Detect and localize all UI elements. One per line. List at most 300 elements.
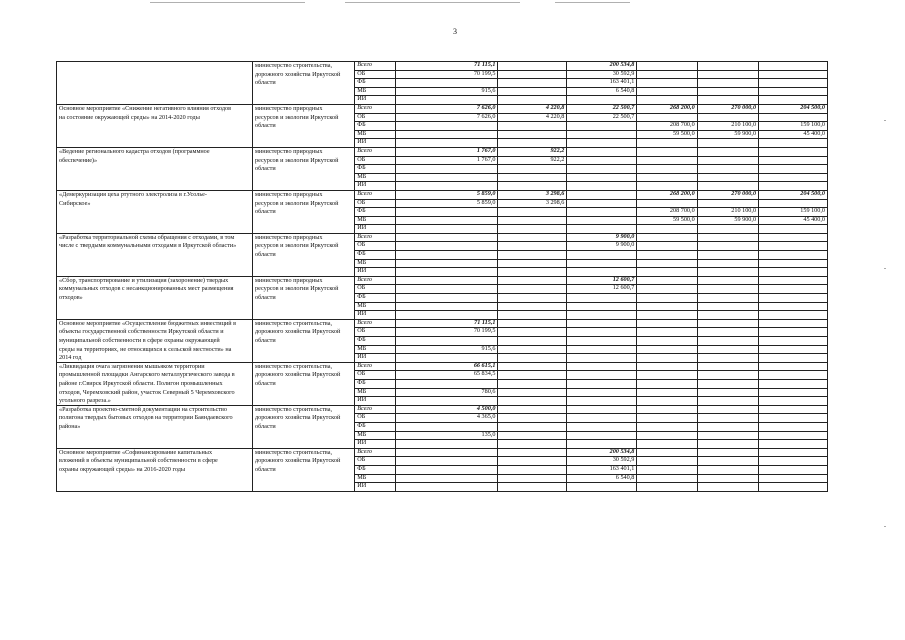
value-2019-cell xyxy=(759,483,828,492)
value-2019-cell xyxy=(759,422,828,431)
value-2017-cell: 268 200,0 xyxy=(637,190,697,199)
table-row xyxy=(57,440,828,449)
value-2016-cell: 22 500,7 xyxy=(567,113,637,122)
value-2017-cell xyxy=(637,328,697,337)
measure-description: «Демеркуризация цеха ртутного электролиза в г.Усолье-Сибирское» xyxy=(59,190,207,207)
table-row xyxy=(57,208,828,217)
value-2017-cell xyxy=(637,165,697,174)
source-cell: МБ xyxy=(355,345,396,354)
value-2015-cell xyxy=(498,457,567,466)
table-row xyxy=(57,147,828,156)
value-2016-cell xyxy=(567,397,637,406)
value-2015-cell xyxy=(498,96,567,105)
source-cell: Всего xyxy=(355,147,396,156)
value-2014-cell: 915,6 xyxy=(396,87,498,96)
value-2015-cell xyxy=(498,414,567,423)
measure-name-cell xyxy=(57,96,253,105)
value-2014-cell xyxy=(396,422,498,431)
value-2015-cell xyxy=(498,276,567,285)
value-2018-cell xyxy=(697,79,758,88)
value-2017-cell xyxy=(637,79,697,88)
source-cell: ИИ xyxy=(355,397,396,406)
value-2015-cell xyxy=(498,242,567,251)
executor-cell xyxy=(252,448,354,473)
value-2015-cell xyxy=(498,70,567,79)
executor-cell xyxy=(252,345,354,354)
source-cell: ОБ xyxy=(355,414,396,423)
value-2014-cell xyxy=(396,268,498,277)
value-2015-cell: 922,2 xyxy=(498,156,567,165)
value-2015-cell xyxy=(498,405,567,414)
executor-name: министерство природных ресурсов и экологии Иркутской области xyxy=(254,147,339,173)
value-2018-cell xyxy=(697,233,758,242)
value-2016-cell: 30 592,9 xyxy=(567,70,637,79)
executor-cell xyxy=(252,216,354,225)
executor-name: министерство строительства, дорожного хозяйства Иркутской области xyxy=(254,362,341,387)
value-2018-cell xyxy=(697,448,758,457)
value-2018-cell xyxy=(697,483,758,492)
value-2016-cell xyxy=(567,147,637,156)
source-cell: ИИ xyxy=(355,268,396,277)
executor-name: министерство природных ресурсов и экологии Иркутской области xyxy=(254,276,339,302)
executor-name: министерство строительства, дорожного хозяйства Иркутской области xyxy=(254,319,341,344)
value-2015-cell xyxy=(498,328,567,337)
value-2018-cell xyxy=(697,422,758,431)
value-2015-cell xyxy=(498,62,567,71)
value-2016-cell: 6 540,8 xyxy=(567,474,637,483)
value-2016-cell: 9 900,0 xyxy=(567,242,637,251)
value-2014-cell: 915,6 xyxy=(396,345,498,354)
value-2014-cell: 7 626,0 xyxy=(396,104,498,113)
value-2018-cell xyxy=(697,397,758,406)
value-2016-cell: 200 534,8 xyxy=(567,448,637,457)
measure-name-cell xyxy=(57,173,253,182)
value-2016-cell xyxy=(567,225,637,234)
value-2015-cell: 922,2 xyxy=(498,147,567,156)
value-2018-cell: 270 000,0 xyxy=(697,190,758,199)
executor-cell xyxy=(252,62,354,87)
source-cell: МБ xyxy=(355,130,396,139)
executor-cell xyxy=(252,354,354,363)
source-cell: Всего xyxy=(355,233,396,242)
value-2019-cell xyxy=(759,139,828,148)
value-2019-cell xyxy=(759,242,828,251)
executor-cell xyxy=(252,139,354,148)
value-2018-cell xyxy=(697,379,758,388)
source-cell: ИИ xyxy=(355,139,396,148)
value-2015-cell xyxy=(498,208,567,217)
value-2019-cell xyxy=(759,302,828,311)
page-number: 3 xyxy=(453,27,457,36)
value-2016-cell: 200 534,8 xyxy=(567,62,637,71)
executor-cell xyxy=(252,276,354,302)
value-2018-cell xyxy=(697,345,758,354)
table-row xyxy=(57,431,828,440)
value-2016-cell xyxy=(567,251,637,260)
value-2015-cell xyxy=(498,440,567,449)
value-2018-cell xyxy=(697,62,758,71)
table-row xyxy=(57,96,828,105)
value-2016-cell xyxy=(567,345,637,354)
value-2017-cell: 208 700,0 xyxy=(637,208,697,217)
table-row xyxy=(57,79,828,88)
scan-speck xyxy=(884,120,886,121)
source-cell: ОБ xyxy=(355,156,396,165)
value-2016-cell xyxy=(567,208,637,217)
source-cell: МБ xyxy=(355,388,396,397)
value-2014-cell xyxy=(396,225,498,234)
source-cell: Всего xyxy=(355,319,396,328)
value-2017-cell xyxy=(637,268,697,277)
value-2014-cell: 70 199,5 xyxy=(396,328,498,337)
value-2018-cell: 210 100,0 xyxy=(697,122,758,131)
measure-name-cell xyxy=(57,268,253,277)
value-2014-cell xyxy=(396,448,498,457)
source-cell: Всего xyxy=(355,448,396,457)
value-2017-cell xyxy=(637,319,697,328)
measure-name-cell xyxy=(57,79,253,88)
source-cell: ОБ xyxy=(355,457,396,466)
table-row xyxy=(57,225,828,234)
value-2017-cell: 208 700,0 xyxy=(637,122,697,131)
measure-name-cell xyxy=(57,104,253,121)
value-2016-cell: 163 401,1 xyxy=(567,465,637,474)
value-2018-cell xyxy=(697,474,758,483)
source-cell: ИИ xyxy=(355,483,396,492)
value-2018-cell xyxy=(697,371,758,380)
value-2016-cell xyxy=(567,362,637,371)
value-2017-cell xyxy=(637,405,697,414)
source-cell: ИИ xyxy=(355,354,396,363)
value-2014-cell: 66 615,1 xyxy=(396,362,498,371)
value-2019-cell xyxy=(759,251,828,260)
executor-cell xyxy=(252,147,354,173)
value-2015-cell xyxy=(498,354,567,363)
value-2018-cell xyxy=(697,328,758,337)
value-2018-cell xyxy=(697,242,758,251)
value-2014-cell xyxy=(396,165,498,174)
value-2014-cell: 71 115,1 xyxy=(396,62,498,71)
value-2017-cell xyxy=(637,233,697,242)
table-row xyxy=(57,62,828,71)
value-2017-cell xyxy=(637,70,697,79)
value-2016-cell xyxy=(567,431,637,440)
executor-cell xyxy=(252,440,354,449)
table-row xyxy=(57,362,828,371)
value-2019-cell xyxy=(759,311,828,320)
value-2014-cell: 71 115,1 xyxy=(396,319,498,328)
executor-name: министерство строительства, дорожного хозяйства Иркутской области xyxy=(254,405,341,430)
executor-cell xyxy=(252,233,354,259)
value-2015-cell xyxy=(498,302,567,311)
value-2019-cell xyxy=(759,259,828,268)
value-2019-cell xyxy=(759,79,828,88)
value-2019-cell xyxy=(759,345,828,354)
value-2016-cell: 30 592,9 xyxy=(567,457,637,466)
measure-name-cell xyxy=(57,70,253,79)
value-2019-cell xyxy=(759,294,828,303)
value-2018-cell: 59 900,0 xyxy=(697,130,758,139)
value-2019-cell xyxy=(759,362,828,371)
value-2017-cell: 268 200,0 xyxy=(637,104,697,113)
value-2017-cell: 59 500,0 xyxy=(637,216,697,225)
measure-description: «Разработка территориальной схемы обращения с отходами, в том числе с твердыми коммунальными отходами в Иркутской области» xyxy=(59,233,237,250)
value-2014-cell: 1 767,0 xyxy=(396,156,498,165)
value-2014-cell xyxy=(396,474,498,483)
value-2017-cell xyxy=(637,371,697,380)
measure-description: Основное мероприятие «Снижение негативного влияния отходов на состояние окружающей среды» на 2014-2020 годы xyxy=(59,104,232,121)
value-2017-cell: 59 500,0 xyxy=(637,130,697,139)
value-2019-cell: 159 100,0 xyxy=(759,208,828,217)
value-2015-cell xyxy=(498,216,567,225)
executor-cell xyxy=(252,268,354,277)
value-2016-cell xyxy=(567,388,637,397)
value-2018-cell: 59 900,0 xyxy=(697,216,758,225)
value-2014-cell xyxy=(396,242,498,251)
value-2019-cell xyxy=(759,87,828,96)
value-2016-cell: 6 540,8 xyxy=(567,87,637,96)
value-2017-cell xyxy=(637,294,697,303)
source-cell: ИИ xyxy=(355,182,396,191)
source-cell: МБ xyxy=(355,173,396,182)
value-2016-cell xyxy=(567,139,637,148)
value-2018-cell xyxy=(697,294,758,303)
value-2018-cell xyxy=(697,362,758,371)
value-2015-cell xyxy=(498,130,567,139)
value-2016-cell: 163 401,1 xyxy=(567,79,637,88)
value-2015-cell xyxy=(498,268,567,277)
value-2019-cell xyxy=(759,147,828,156)
source-cell: ФБ xyxy=(355,251,396,260)
value-2019-cell xyxy=(759,165,828,174)
value-2017-cell xyxy=(637,302,697,311)
executor-cell xyxy=(252,474,354,483)
table-row xyxy=(57,319,828,328)
table-row xyxy=(57,405,828,414)
value-2019-cell xyxy=(759,62,828,71)
value-2015-cell xyxy=(498,319,567,328)
value-2018-cell xyxy=(697,139,758,148)
source-cell: Всего xyxy=(355,405,396,414)
measure-name-cell xyxy=(57,139,253,148)
value-2019-cell xyxy=(759,414,828,423)
value-2015-cell xyxy=(498,79,567,88)
measure-name-cell xyxy=(57,302,253,311)
measure-description: Основное мероприятие «Осуществление бюджетных инвестиций в объекты государственной собственности Иркутской области и муниципальной собственности в сфере охраны окружающей среды на территориях, не относящихся к сельской местности» на 2014 год xyxy=(59,319,236,362)
source-cell: ОБ xyxy=(355,113,396,122)
value-2017-cell xyxy=(637,448,697,457)
measure-name-cell xyxy=(57,182,253,191)
value-2015-cell xyxy=(498,422,567,431)
value-2016-cell xyxy=(567,199,637,208)
value-2019-cell: 204 500,0 xyxy=(759,190,828,199)
source-cell: ОБ xyxy=(355,70,396,79)
value-2019-cell: 159 100,0 xyxy=(759,122,828,131)
value-2014-cell xyxy=(396,302,498,311)
table-row xyxy=(57,276,828,285)
measure-name-cell xyxy=(57,448,253,473)
value-2019-cell: 204 500,0 xyxy=(759,104,828,113)
financing-table xyxy=(56,61,828,492)
value-2017-cell xyxy=(637,440,697,449)
value-2019-cell xyxy=(759,431,828,440)
value-2018-cell xyxy=(697,165,758,174)
value-2014-cell: 1 767,0 xyxy=(396,147,498,156)
value-2017-cell xyxy=(637,139,697,148)
value-2016-cell xyxy=(567,259,637,268)
value-2018-cell xyxy=(697,431,758,440)
source-cell: ФБ xyxy=(355,79,396,88)
source-cell: ФБ xyxy=(355,122,396,131)
value-2015-cell xyxy=(498,87,567,96)
table-row xyxy=(57,70,828,79)
value-2016-cell xyxy=(567,268,637,277)
value-2019-cell xyxy=(759,113,828,122)
executor-cell xyxy=(252,173,354,182)
value-2014-cell: 7 626,0 xyxy=(396,113,498,122)
value-2014-cell xyxy=(396,173,498,182)
value-2019-cell xyxy=(759,268,828,277)
source-cell: ИИ xyxy=(355,225,396,234)
value-2014-cell xyxy=(396,379,498,388)
source-cell: Всего xyxy=(355,190,396,199)
measure-name-cell xyxy=(57,190,253,207)
value-2016-cell xyxy=(567,414,637,423)
value-2016-cell xyxy=(567,165,637,174)
source-cell: ОБ xyxy=(355,285,396,294)
value-2019-cell xyxy=(759,448,828,457)
value-2019-cell xyxy=(759,276,828,285)
value-2019-cell xyxy=(759,354,828,363)
value-2014-cell xyxy=(396,285,498,294)
value-2018-cell xyxy=(697,311,758,320)
executor-cell xyxy=(252,259,354,268)
value-2017-cell xyxy=(637,113,697,122)
value-2015-cell xyxy=(498,311,567,320)
measure-name-cell xyxy=(57,440,253,449)
value-2015-cell xyxy=(498,165,567,174)
value-2015-cell xyxy=(498,251,567,260)
value-2017-cell xyxy=(637,414,697,423)
value-2016-cell xyxy=(567,405,637,414)
value-2016-cell xyxy=(567,294,637,303)
value-2014-cell: 70 199,5 xyxy=(396,70,498,79)
value-2015-cell xyxy=(498,431,567,440)
scan-speck xyxy=(884,268,886,269)
measure-name-cell xyxy=(57,147,253,164)
value-2015-cell xyxy=(498,233,567,242)
value-2016-cell xyxy=(567,328,637,337)
value-2014-cell xyxy=(396,311,498,320)
value-2016-cell xyxy=(567,483,637,492)
measure-name-cell xyxy=(57,251,253,260)
value-2017-cell xyxy=(637,379,697,388)
table-row xyxy=(57,268,828,277)
value-2015-cell: 4 220,8 xyxy=(498,113,567,122)
value-2018-cell xyxy=(697,87,758,96)
measure-name-cell xyxy=(57,431,253,440)
executor-cell xyxy=(252,397,354,406)
source-cell: ОБ xyxy=(355,199,396,208)
executor-cell xyxy=(252,405,354,430)
value-2016-cell xyxy=(567,337,637,346)
value-2016-cell xyxy=(567,422,637,431)
value-2017-cell xyxy=(637,422,697,431)
executor-cell xyxy=(252,130,354,139)
scan-speck xyxy=(884,526,886,527)
table-row xyxy=(57,311,828,320)
value-2014-cell xyxy=(396,259,498,268)
table-row xyxy=(57,233,828,242)
value-2017-cell xyxy=(637,397,697,406)
value-2016-cell: 12 600,7 xyxy=(567,276,637,285)
value-2015-cell: 3 298,6 xyxy=(498,190,567,199)
value-2015-cell xyxy=(498,388,567,397)
value-2018-cell xyxy=(697,354,758,363)
source-cell: МБ xyxy=(355,259,396,268)
value-2019-cell xyxy=(759,233,828,242)
value-2015-cell xyxy=(498,285,567,294)
value-2014-cell xyxy=(396,337,498,346)
source-cell: ФБ xyxy=(355,379,396,388)
source-cell: ФБ xyxy=(355,422,396,431)
executor-cell xyxy=(252,362,354,387)
value-2016-cell xyxy=(567,130,637,139)
value-2014-cell xyxy=(396,182,498,191)
value-2017-cell xyxy=(637,259,697,268)
value-2018-cell xyxy=(697,113,758,122)
value-2018-cell: 270 000,0 xyxy=(697,104,758,113)
value-2014-cell xyxy=(396,354,498,363)
measure-name-cell xyxy=(57,474,253,483)
measure-name-cell xyxy=(57,319,253,362)
measure-name-cell xyxy=(57,311,253,320)
value-2014-cell xyxy=(396,465,498,474)
value-2018-cell xyxy=(697,268,758,277)
value-2018-cell xyxy=(697,440,758,449)
value-2017-cell xyxy=(637,251,697,260)
value-2017-cell xyxy=(637,311,697,320)
executor-cell xyxy=(252,388,354,397)
value-2014-cell xyxy=(396,122,498,131)
value-2018-cell: 210 100,0 xyxy=(697,208,758,217)
value-2014-cell xyxy=(396,233,498,242)
executor-cell xyxy=(252,182,354,191)
source-cell: ФБ xyxy=(355,165,396,174)
value-2018-cell xyxy=(697,457,758,466)
value-2014-cell: 4 365,0 xyxy=(396,414,498,423)
executor-cell xyxy=(252,302,354,311)
value-2019-cell xyxy=(759,199,828,208)
executor-name: министерство природных ресурсов и экологии Иркутской области xyxy=(254,233,339,259)
value-2015-cell xyxy=(498,139,567,148)
value-2014-cell xyxy=(396,96,498,105)
scan-top-line xyxy=(345,2,520,3)
measure-description: Основное мероприятие «Софинансирование капитальных вложений в объекты муниципальной собственности в сфере охраны окружающей среды» на 2016-2020 годы xyxy=(59,448,218,473)
value-2014-cell xyxy=(396,251,498,260)
table-row xyxy=(57,104,828,113)
value-2014-cell: 65 834,5 xyxy=(396,371,498,380)
value-2017-cell xyxy=(637,388,697,397)
value-2016-cell xyxy=(567,379,637,388)
measure-name-cell xyxy=(57,165,253,174)
value-2018-cell xyxy=(697,388,758,397)
value-2014-cell xyxy=(396,79,498,88)
value-2016-cell xyxy=(567,319,637,328)
measure-name-cell xyxy=(57,208,253,217)
source-cell: ИИ xyxy=(355,440,396,449)
value-2017-cell xyxy=(637,337,697,346)
